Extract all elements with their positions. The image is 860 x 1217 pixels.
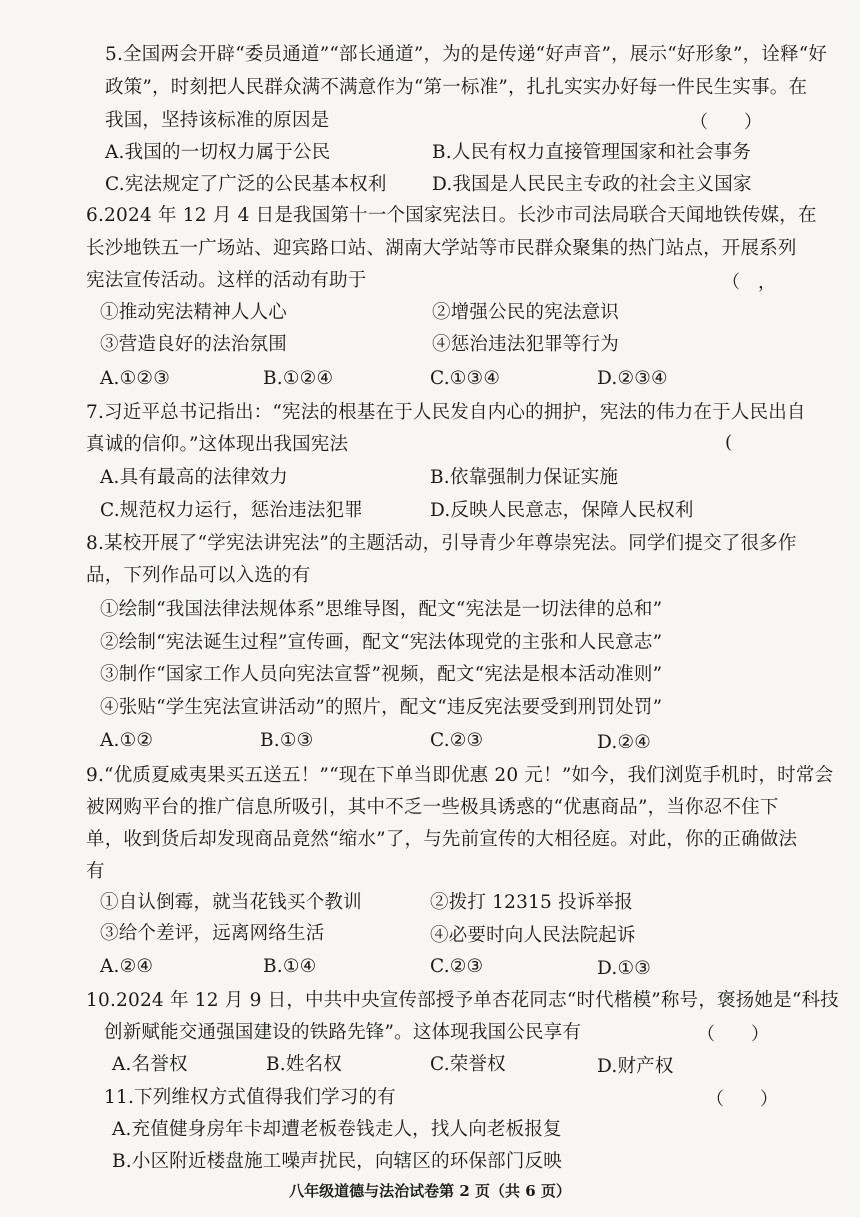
question-stem-line: 9.“优质夏威夷果买五送五！”“现在下单当即优惠 20 元！”如今，我们浏览手机时，时常会 [86,765,834,786]
option-c: C.荣誉权 [430,1054,506,1075]
statement-item: ③给个差评，远离网络生活 [100,923,325,944]
statement-item: ②绘制“宪法诞生过程”宣传画，配文“宪法体现党的主张和人民意志” [100,632,663,653]
question-stem-line: 我国，坚持该标准的原因是 [105,110,330,131]
statement-item: ②增强公民的宪法意识 [432,302,620,323]
statement-item: ④张贴“学生宪法宣讲活动”的照片，配文“违反宪法要受到刑罚处罚” [100,697,663,718]
answer-parentheses: （ ） [690,112,762,133]
question-stem-line: 创新赋能交通强国建设的铁路先锋”。这体现我国公民享有 [104,1022,582,1043]
answer-parentheses: （ ， [722,272,776,293]
statement-item: ④必要时向人民法院起诉 [430,925,636,946]
option-b: B.姓名权 [266,1054,342,1075]
question-stem-line: 5.全国两会开辟“委员通道”“部长通道”，为的是传递“好声音”，展示“好形象”，诠释“好 [105,44,828,65]
question-stem-line: 政策”，时刻把人民群众满不满意作为“第一标准”，扎扎实实办好每一件民生实事。在 [105,77,808,98]
page-footer: 八年级道德与法治试卷第 2 页（共 6 页） [289,1182,571,1200]
option-c: C.规范权力运行，惩治违法犯罪 [100,500,363,521]
option-c: C.①③④ [430,368,501,389]
option-a: A.充值健身房年卡却遭老板卷钱走人，找人向老板报复 [112,1119,562,1140]
option-b: B.①④ [263,956,317,977]
statement-item: ④惩治违法犯罪等行为 [432,334,620,355]
option-d: D.财产权 [597,1056,674,1077]
statement-item: ①推动宪法精神人人心 [100,302,288,323]
option-d: D.我国是人民民主专政的社会主义国家 [432,174,752,195]
question-stem-line: 有 [86,861,105,882]
option-a: A.名誉权 [112,1054,188,1075]
question-stem-line: 6.2024 年 12 月 4 日是我国第十一个国家宪法日。长沙市司法局联合天闻地铁传媒，在 [86,205,817,226]
question-stem-line: 11.下列维权方式值得我们学习的有 [104,1087,396,1108]
option-a: A.①② [100,730,154,751]
option-d: D.反映人民意志，保障人民权利 [430,500,694,521]
option-b: B.小区附近楼盘施工噪声扰民，向辖区的环保部门反映 [112,1151,562,1172]
question-stem-line: 单，收到货后却发现商品竟然“缩水”了，与先前宣传的大相径庭。对此，你的正确做法 [86,829,798,850]
question-stem-line: 长沙地铁五一广场站、迎宾路口站、湖南大学站等市民群众聚集的热门站点，开展系列 [86,238,797,259]
option-c: C.②③ [430,956,484,977]
statement-item: ③营造良好的法治氛围 [100,334,288,355]
question-stem-line: 宪法宣传活动。这样的活动有助于 [86,270,367,291]
question-stem-line: 7.习近平总书记指出：“宪法的根基在于人民发自内心的拥护，宪法的伟力在于人民出自 [86,402,806,423]
option-b: B.①②④ [263,368,334,389]
question-stem-line: 10.2024 年 12 月 9 日，中共中央宣传部授予单杏花同志“时代楷模”称号，褒扬她是“科技 [86,990,839,1011]
option-b: B.①③ [260,730,314,751]
option-b: B.人民有权力直接管理国家和社会事务 [432,142,752,163]
option-c: C.宪法规定了广泛的公民基本权利 [105,174,387,195]
statement-item: ①自认倒霉，就当花钱买个教训 [100,892,362,913]
option-a: A.我国的一切权力属于公民 [105,142,331,163]
answer-parentheses: （ ） [697,1024,769,1045]
statement-item: ①绘制“我国法律法规体系”思维导图，配文“宪法是一切法律的总和” [100,599,663,620]
question-stem-line: 8.某校开展了“学宪法讲宪法”的主题活动，引导青少年尊崇宪法。同学们提交了很多作 [86,533,797,554]
option-b: B.依靠强制力保证实施 [430,467,619,488]
option-a: A.②④ [100,956,154,977]
question-stem-line: 品，下列作品可以入选的有 [86,565,311,586]
option-c: C.②③ [430,730,484,751]
option-d: D.①③ [597,958,652,979]
statement-item: ③制作“国家工作人员向宪法宣誓”视频，配文“宪法是根本活动准则” [100,664,663,685]
answer-parentheses: ( [725,432,733,453]
option-d: D.②④ [597,732,652,753]
option-a: A.具有最高的法律效力 [100,467,288,488]
option-a: A.①②③ [100,368,170,389]
option-d: D.②③④ [597,368,668,389]
question-stem-line: 真诚的信仰。”这体现出我国宪法 [86,434,349,455]
statement-item: ②拨打 12315 投诉举报 [430,892,633,913]
question-stem-line: 被网购平台的推广信息所吸引，其中不乏一些极具诱惑的“优惠商品”，当你忍不住下 [86,797,779,818]
answer-parentheses: （ ） [706,1089,778,1110]
